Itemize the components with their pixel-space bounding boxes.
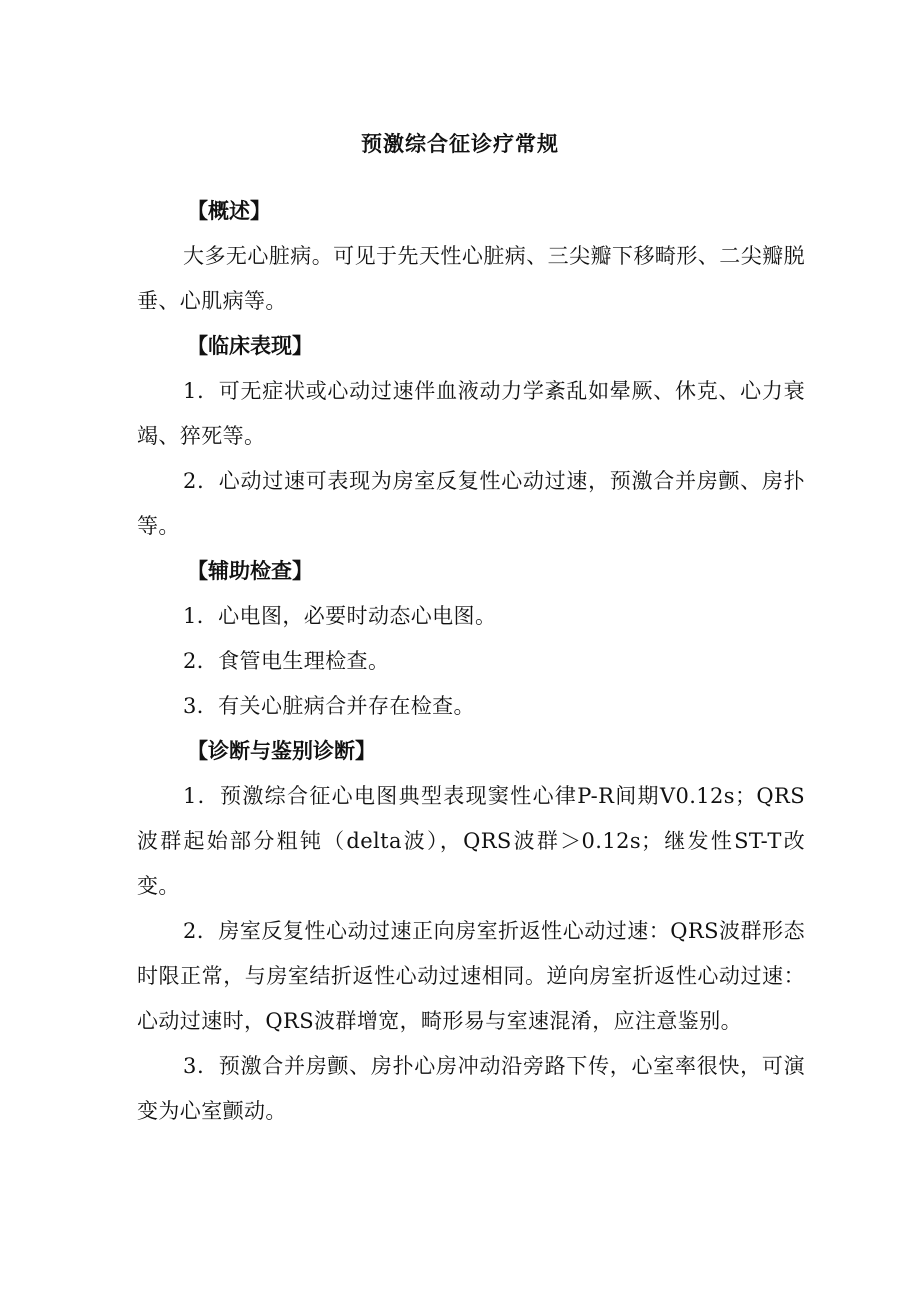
- paragraph: 3．预激合并房颤、房扑心房冲动沿旁路下传，心室率很快，可演变为心室颤动。: [137, 1054, 805, 1123]
- paragraph: 3．有关心脏病合并存在检查。: [183, 694, 475, 718]
- paragraph: 大多无心脏病。可见于先天性心脏病、三尖瓣下移畸形、二尖瓣脱垂、心肌病等。: [137, 244, 805, 313]
- document-body: [137, 189, 805, 1134]
- section-heading: 【概述】: [187, 199, 271, 223]
- paragraph: 2．食管电生理检查。: [183, 649, 390, 673]
- paragraph: 1．心电图，必要时动态心电图。: [183, 604, 497, 628]
- section-heading: 【临床表现】: [187, 334, 313, 358]
- section-overview: [137, 189, 805, 324]
- paragraph: 1．预激综合征心电图典型表现窦性心律P-R间期V0.12s；QRS波群起始部分粗钝（delta波），QRS波群＞0.12s；继发性ST-T改变。: [137, 784, 805, 898]
- paragraph: 2．心动过速可表现为房室反复性心动过速，预激合并房颤、房扑等。: [137, 469, 805, 538]
- section-heading: 【诊断与鉴别诊断】: [187, 739, 376, 763]
- section-clinical-presentation: [137, 324, 805, 549]
- document-title: 预激综合征诊疗常规: [361, 132, 559, 156]
- paragraph: 1．可无症状或心动过速伴血液动力学紊乱如晕厥、休克、心力衰竭、猝死等。: [137, 379, 805, 448]
- section-heading: 【辅助检查】: [187, 559, 313, 583]
- paragraph: 2．房室反复性心动过速正向房室折返性心动过速：QRS波群形态时限正常，与房室结折返性心动过速相同。逆向房室折返性心动过速：心动过速时，QRS波群增宽，畸形易与室速混淆，应注意鉴别。: [137, 919, 805, 1033]
- section-auxiliary-exams: [137, 549, 805, 729]
- section-diagnosis: [137, 729, 805, 1134]
